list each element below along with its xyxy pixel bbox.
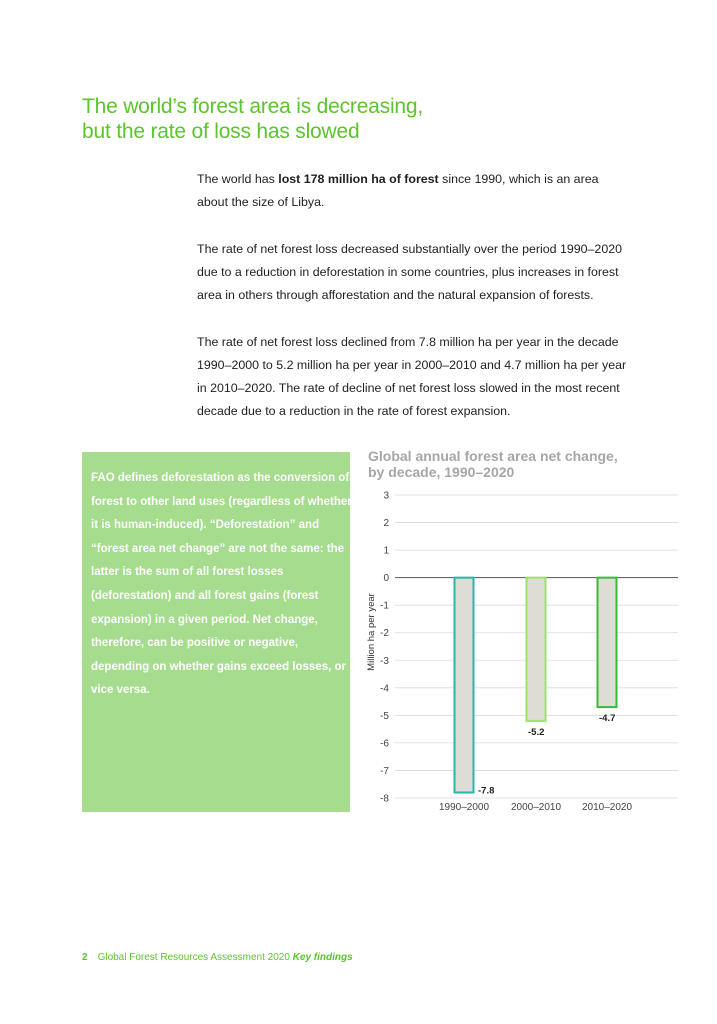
page-title-line-1: The world’s forest area is decreasing, [82, 95, 424, 118]
y-tick-label: -8 [380, 793, 389, 805]
chart-title-line-2: by decade, 1990–2020 [368, 464, 515, 480]
page-footer [82, 952, 353, 963]
y-tick-label: 0 [383, 573, 389, 585]
bar-value-label: -7.8 [478, 785, 495, 797]
y-tick-label: -6 [380, 738, 389, 750]
paragraph-1-end: since 1990, which is an area about the size of Libya. [197, 172, 599, 209]
footer-emphasis: Key findings [292, 952, 353, 963]
bar-value-label: -4.7 [599, 713, 616, 725]
bar [598, 578, 617, 707]
paragraph-3: The rate of net forest loss declined from 7.8 million ha per year in the decade 1990–2000 to 5.2 million ha per year in 2000–2010 and 4.7 million ha per year in 2010–2020. The rate of decline of net forest loss slowed in the most recent decade due to a reduction in the rate of forest expansion. [197, 335, 627, 418]
footer-title: Global Forest Resources Assessment 2020 [97, 952, 293, 963]
y-tick-label: 1 [383, 545, 389, 557]
paragraph-2: The rate of net forest loss decreased substantially over the period 1990–2020 due to a reduction in deforestation in some countries, plus increases in forest area in others through afforestation and the natural expansion of forests. [197, 242, 622, 302]
y-tick-label: -2 [380, 628, 389, 640]
bar [527, 578, 546, 721]
y-tick-label: -1 [380, 600, 389, 612]
chart-title-line-1: Global annual forest area net change, [368, 448, 618, 464]
y-tick-label: -7 [380, 765, 389, 777]
y-axis-label: Million ha per year [366, 593, 377, 671]
paragraph-1-bold: lost 178 million ha of forest [278, 172, 439, 186]
x-category-label: 2000–2010 [510, 802, 562, 813]
definition-text: FAO defines deforestation as the conversion of forest to other land uses (regardless of whether it is human-induced). “Deforestation” and “forest area net change” are not the same: the latter is the sum of all forest losses (deforestation) and all forest gains (forest expansion) in a given period. Net change, therefore, can be positive or negative, depending on whether gains exceed losses, or vice versa. [91, 472, 352, 697]
paragraph-1-start: The world has [197, 172, 279, 186]
x-category-label: 2010–2020 [581, 802, 633, 813]
page-number: 2 [82, 952, 88, 963]
page-title-line-2: but the rate of loss has slowed [82, 120, 360, 143]
y-tick-label: -4 [380, 683, 389, 695]
y-tick-label: 2 [383, 518, 389, 530]
x-category-label: 1990–2000 [438, 802, 490, 813]
bar [455, 578, 474, 793]
bar-value-label: -5.2 [528, 726, 545, 738]
y-tick-label: -5 [380, 710, 389, 722]
y-tick-label: -3 [380, 655, 389, 667]
y-tick-label: 3 [383, 490, 389, 502]
